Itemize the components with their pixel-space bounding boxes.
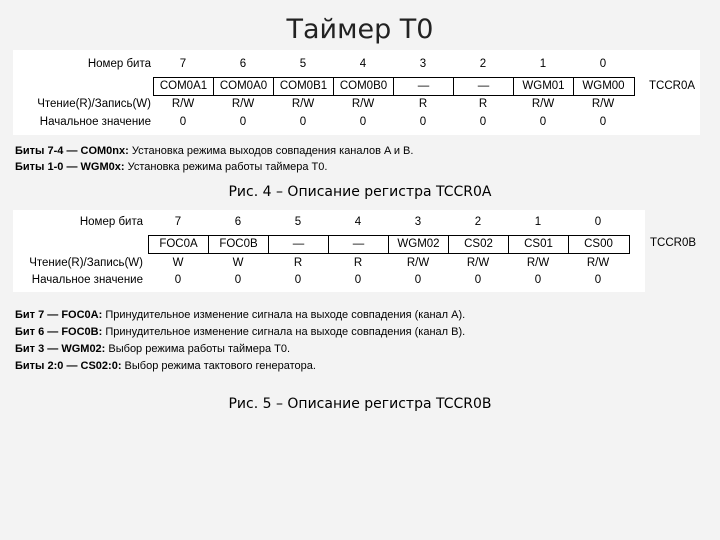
access-cell: R/W — [526, 257, 550, 269]
initial-cell: 0 — [174, 274, 182, 286]
access-cell: R — [293, 257, 303, 269]
access-cell: R/W — [231, 98, 255, 110]
field-cell: — — [394, 78, 454, 95]
initial-cell: 0 — [239, 116, 247, 128]
bit-number: 2 — [479, 58, 487, 70]
bit-number: 0 — [594, 216, 602, 228]
access-cell: R/W — [591, 98, 615, 110]
field-cell: — — [269, 236, 329, 253]
access-cell: R/W — [531, 98, 555, 110]
initial-cell: 0 — [479, 116, 487, 128]
access-cell: W — [232, 257, 244, 269]
access-cell: R/W — [351, 98, 375, 110]
register-tccr0a-figure — [13, 50, 700, 135]
field-cell: WGM00 — [582, 80, 625, 92]
field-cell: CS02 — [449, 236, 509, 253]
bit-number: 5 — [294, 216, 302, 228]
register-fields — [153, 77, 635, 96]
bit-number-label: Номер бита — [87, 58, 151, 70]
description-line: Бит 6 — FOC0B: Принудительное изменение сигнала на выходе совпадения (канал B). — [15, 326, 466, 338]
figure-caption: Рис. 5 – Описание регистра TCCR0B — [228, 396, 492, 412]
bit-number-label: Номер бита — [79, 216, 143, 228]
description-line: Биты 2:0 — CS02:0: Выбор режима тактового генератора. — [15, 360, 316, 372]
bit-number: 7 — [174, 216, 182, 228]
bit-number: 3 — [419, 58, 427, 70]
register-fields — [148, 235, 630, 254]
register-name: TCCR0A — [649, 80, 696, 92]
initial-cell: 0 — [419, 116, 427, 128]
description-line: Бит 3 — WGM02: Выбор режима работы таймера T0. — [15, 343, 291, 355]
field-cell: FOC0A — [149, 236, 209, 253]
initial-value-label: Начальное значение — [31, 274, 143, 286]
bit-number: 6 — [234, 216, 242, 228]
initial-cell: 0 — [599, 116, 607, 128]
access-cell: R/W — [466, 257, 490, 269]
bit-number: 2 — [474, 216, 482, 228]
field-cell: CS01 — [509, 236, 569, 253]
initial-cell: 0 — [234, 274, 242, 286]
field-cell: — — [329, 236, 389, 253]
register-tccr0b-figure — [13, 210, 645, 292]
initial-cell: 0 — [534, 274, 542, 286]
field-cell: COM0B1 — [274, 78, 334, 95]
field-cell: WGM01 — [514, 78, 574, 95]
field-cell: FOC0B — [209, 236, 269, 253]
bit-number: 1 — [539, 58, 547, 70]
access-cell: R — [418, 98, 428, 110]
bit-number: 6 — [239, 58, 247, 70]
access-cell: R/W — [171, 98, 195, 110]
field-cell: — — [454, 78, 514, 95]
initial-cell: 0 — [474, 274, 482, 286]
access-cell: R — [353, 257, 363, 269]
description-line: Биты 1-0 — WGM0x: Установка режима работы таймера T0. — [15, 161, 328, 173]
bit-number: 0 — [599, 58, 607, 70]
initial-cell: 0 — [179, 116, 187, 128]
bit-number: 4 — [359, 58, 367, 70]
rw-label: Чтение(R)/Запись(W) — [29, 257, 143, 269]
field-cell: COM0B0 — [334, 78, 394, 95]
field-cell: CS00 — [584, 238, 613, 250]
initial-value-label: Начальное значение — [39, 116, 151, 128]
initial-cell: 0 — [414, 274, 422, 286]
bit-number: 5 — [299, 58, 307, 70]
field-cell: WGM02 — [389, 236, 449, 253]
figure-caption: Рис. 4 – Описание регистра TCCR0A — [228, 184, 492, 200]
access-cell: R — [478, 98, 488, 110]
bit-number: 3 — [414, 216, 422, 228]
description-line: Бит 7 — FOC0A: Принудительное изменение сигнала на выходе совпадения (канал A). — [15, 309, 466, 321]
access-cell: R/W — [406, 257, 430, 269]
field-cell: COM0A1 — [154, 78, 214, 95]
bit-number: 1 — [534, 216, 542, 228]
access-cell: W — [172, 257, 184, 269]
initial-cell: 0 — [299, 116, 307, 128]
field-cell: COM0A0 — [214, 78, 274, 95]
access-cell: R/W — [291, 98, 315, 110]
initial-cell: 0 — [354, 274, 362, 286]
bit-number: 4 — [354, 216, 362, 228]
initial-cell: 0 — [359, 116, 367, 128]
initial-cell: 0 — [594, 274, 602, 286]
initial-cell: 0 — [539, 116, 547, 128]
initial-cell: 0 — [294, 274, 302, 286]
description-line: Биты 7-4 — COM0nx: Установка режима выходов совпадения каналов A и B. — [15, 145, 414, 157]
rw-label: Чтение(R)/Запись(W) — [37, 98, 151, 110]
bit-number: 7 — [179, 58, 187, 70]
access-cell: R/W — [586, 257, 610, 269]
page-title: Таймер T0 — [286, 14, 434, 45]
register-name: TCCR0B — [650, 237, 697, 249]
